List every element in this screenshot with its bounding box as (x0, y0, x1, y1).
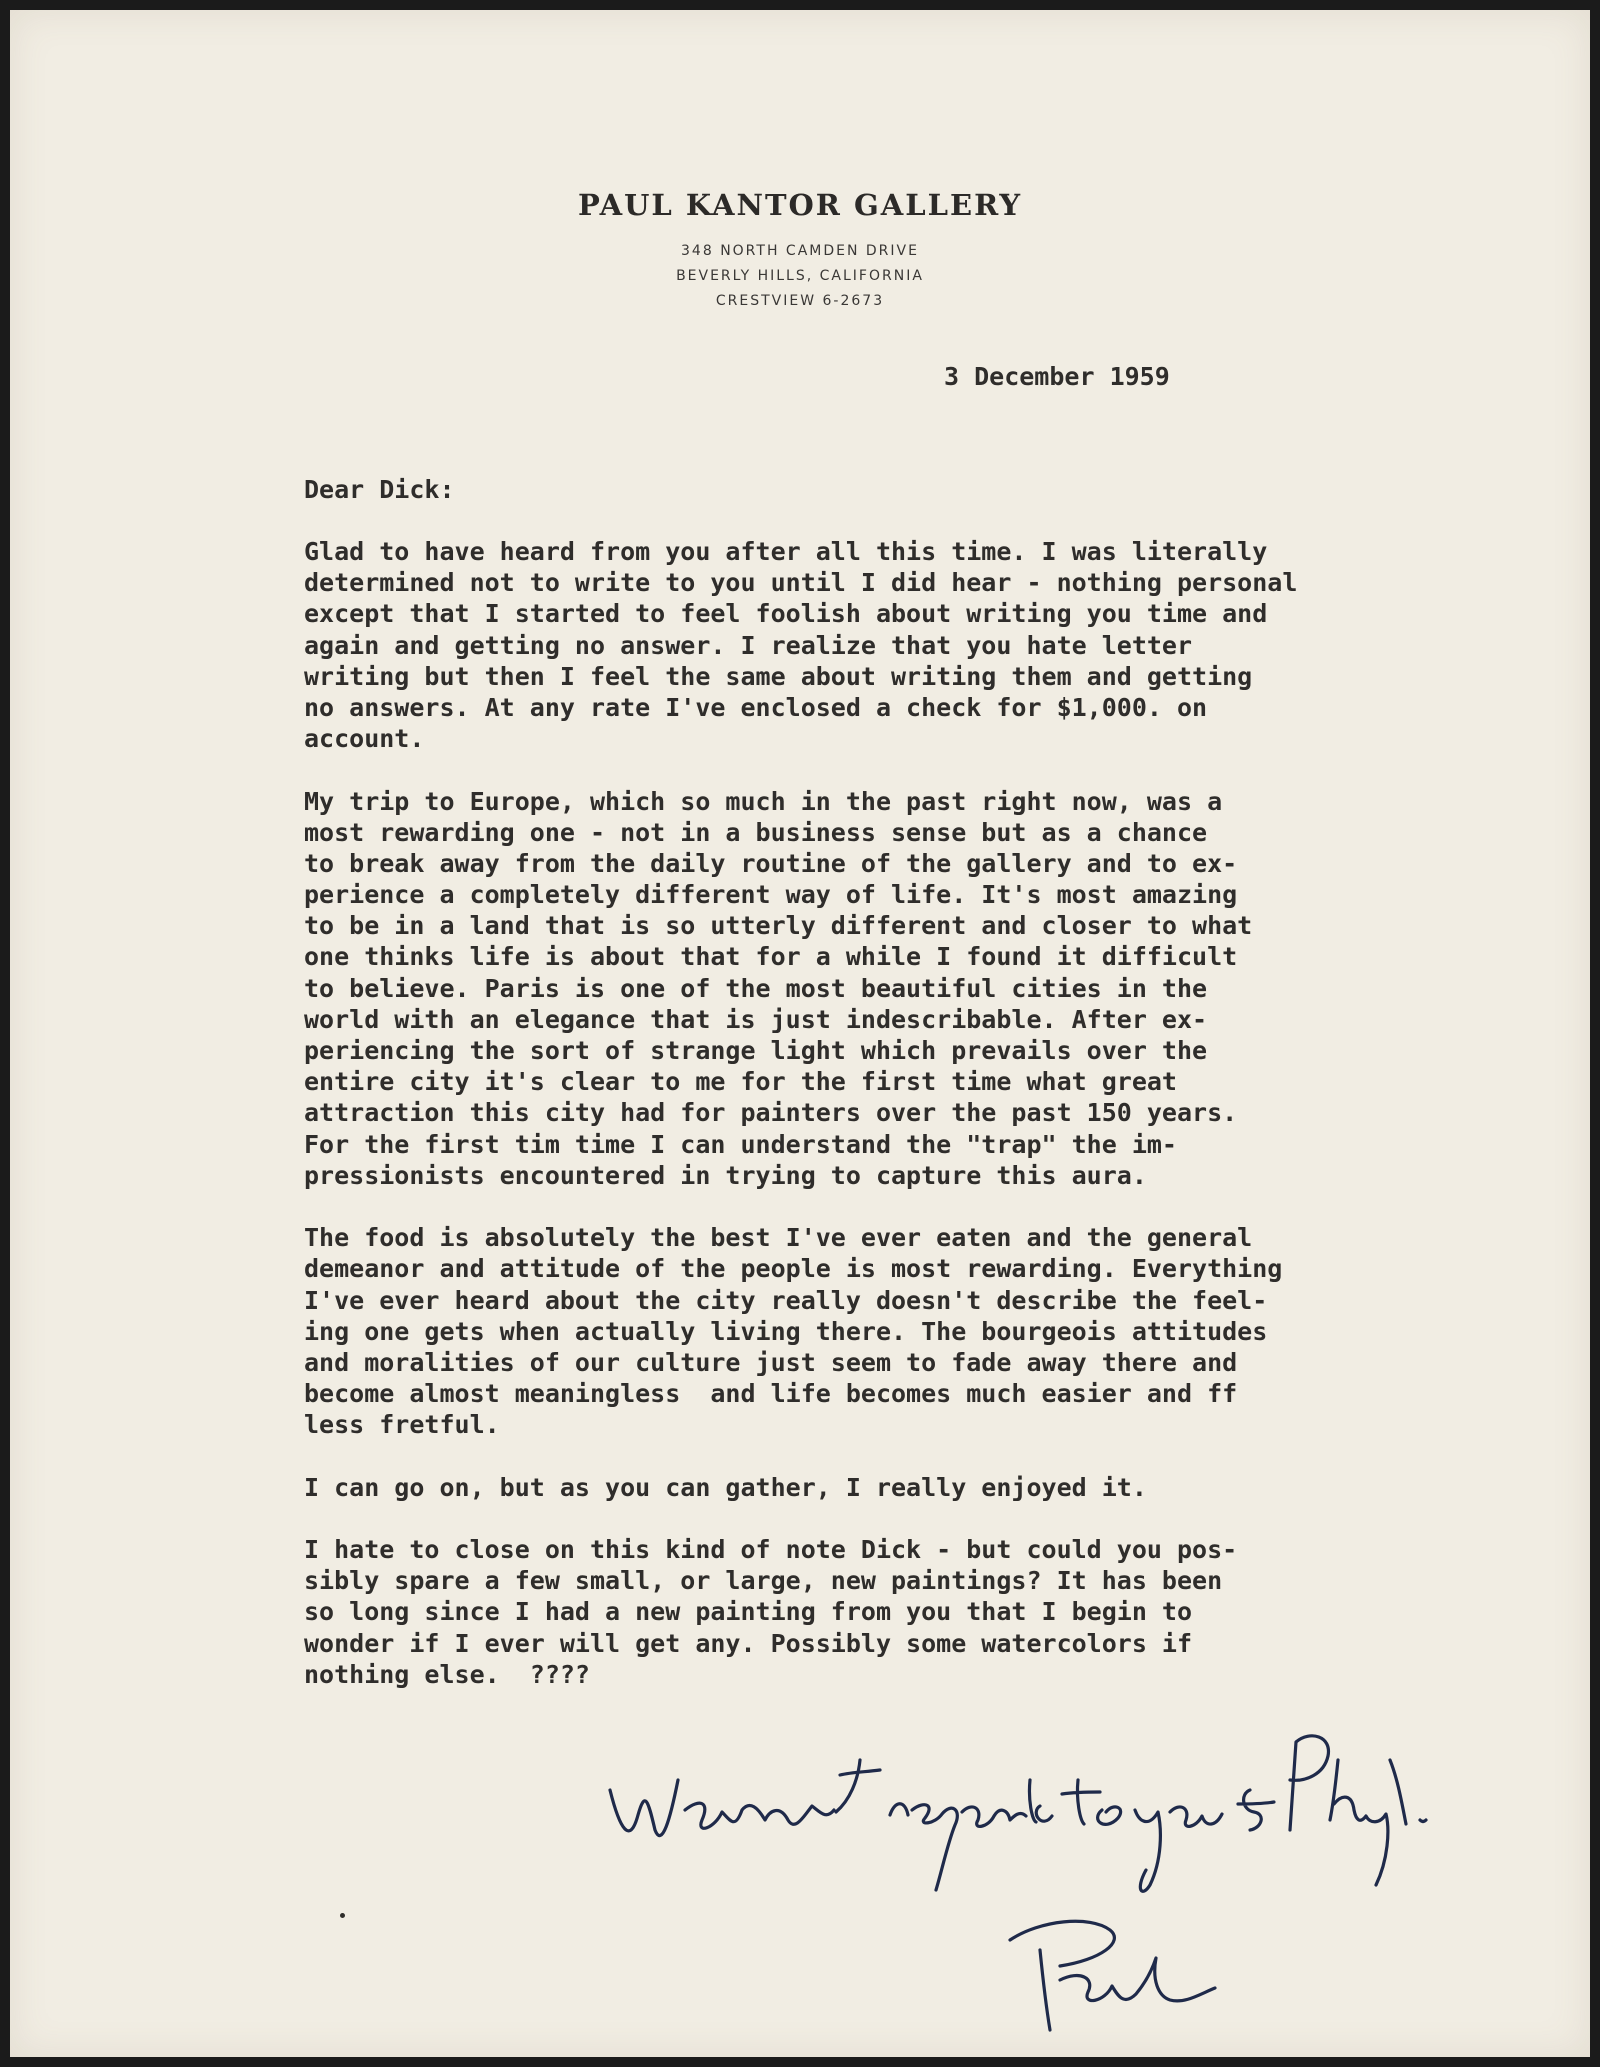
handwritten-signature (590, 1720, 1510, 2050)
body-line: pressionists encountered in trying to capture this aura. (304, 1160, 1147, 1190)
letterhead-phone: CRESTVIEW 6-2673 (715, 293, 885, 309)
body-line: attraction this city had for painters over the past 150 years. (304, 1098, 1238, 1128)
body-line: and moralities of our culture just seem to fade away there and (304, 1347, 1238, 1377)
body-line: nothing else. ???? (304, 1659, 590, 1689)
body-line: demeanor and attitude of the people is most rewarding. Everything (304, 1254, 1283, 1284)
signature-stroke-warmest (610, 1760, 880, 1836)
body-line: I've ever heard about the city really doesn't describe the feel- (304, 1285, 1268, 1315)
body-paragraph (304, 786, 1297, 1191)
letter-body (304, 536, 1297, 1721)
body-line: perience a completely different way of life. It's most amazing (304, 880, 1238, 910)
body-line: world with an elegance that is just indescribable. After ex- (304, 1004, 1208, 1034)
body-line: For the first tim time I can understand the "trap" the im- (304, 1129, 1177, 1159)
signature-stroke-to (1062, 1780, 1121, 1824)
body-line: most rewarding one - not in a business sense but as a chance (304, 817, 1208, 847)
letterhead-address-city: BEVERLY HILLS, CALIFORNIA (676, 268, 924, 284)
body-line: I can go on, but as you can gather, I really enjoyed it. (304, 1472, 1147, 1502)
letterhead-gallery-name: PAUL KANTOR GALLERY (577, 188, 1023, 222)
body-line: Glad to have heard from you after all this time. I was literally (304, 537, 1268, 566)
signature-stroke-phyl (1290, 1736, 1426, 1885)
body-line: again and getting no answer. I realize that you hate letter (304, 630, 1193, 660)
body-line: wonder if I ever will get any. Possibly some watercolors if (304, 1628, 1193, 1658)
body-line: The food is absolutely the best I've ever eaten and the general (304, 1223, 1253, 1253)
body-line: so long since I had a new painting from you that I begin to (304, 1597, 1193, 1627)
body-line: no answers. At any rate I've enclosed a check for $1,000. on (304, 692, 1208, 722)
body-line: entire city it's clear to me for the first time what great (304, 1067, 1177, 1097)
body-paragraph (304, 1534, 1297, 1690)
body-line: account. (304, 724, 425, 754)
body-line: ing one gets when actually living there. The bourgeois attitudes (304, 1316, 1268, 1346)
body-line: writing but then I feel the same about writing them and getting (304, 661, 1253, 691)
body-line: one thinks life is about that for a while I found it difficult (304, 942, 1238, 972)
ink-dot (340, 1913, 345, 1918)
body-line: periencing the sort of strange light which prevails over the (304, 1036, 1208, 1065)
signature-stroke-you (1135, 1807, 1222, 1891)
body-paragraph (304, 1222, 1297, 1440)
body-paragraph (304, 1472, 1297, 1503)
body-line: My trip to Europe, which so much in the past right now, was a (304, 786, 1223, 816)
body-line: determined not to write to you until I did hear - nothing personal (304, 568, 1298, 598)
signature-stroke-regards (890, 1780, 1052, 1890)
body-line: except that I started to feel foolish about writing you time and (304, 599, 1268, 629)
body-line: to be in a land that is so utterly different and closer to what (304, 911, 1253, 941)
signature-stroke-paul (1010, 1921, 1215, 2030)
body-line: to break away from the daily routine of the gallery and to ex- (304, 848, 1238, 878)
body-paragraph (304, 536, 1297, 754)
signature-stroke-ampersand (1238, 1790, 1274, 1830)
body-line: become almost meaningless and life becomes much easier and ff (304, 1379, 1238, 1409)
body-line: sibly spare a few small, or large, new paintings? It has been (304, 1566, 1223, 1596)
letterhead-address-street: 348 NORTH CAMDEN DRIVE (681, 243, 919, 259)
body-line: less fretful. (304, 1410, 500, 1440)
body-line: to believe. Paris is one of the most beautiful cities in the (304, 973, 1208, 1003)
letter-greeting: Dear Dick: (304, 475, 455, 504)
letter-date: 3 December 1959 (944, 362, 1170, 391)
letter-page (10, 10, 1590, 2057)
body-line: I hate to close on this kind of note Dick - but could you pos- (304, 1535, 1238, 1564)
